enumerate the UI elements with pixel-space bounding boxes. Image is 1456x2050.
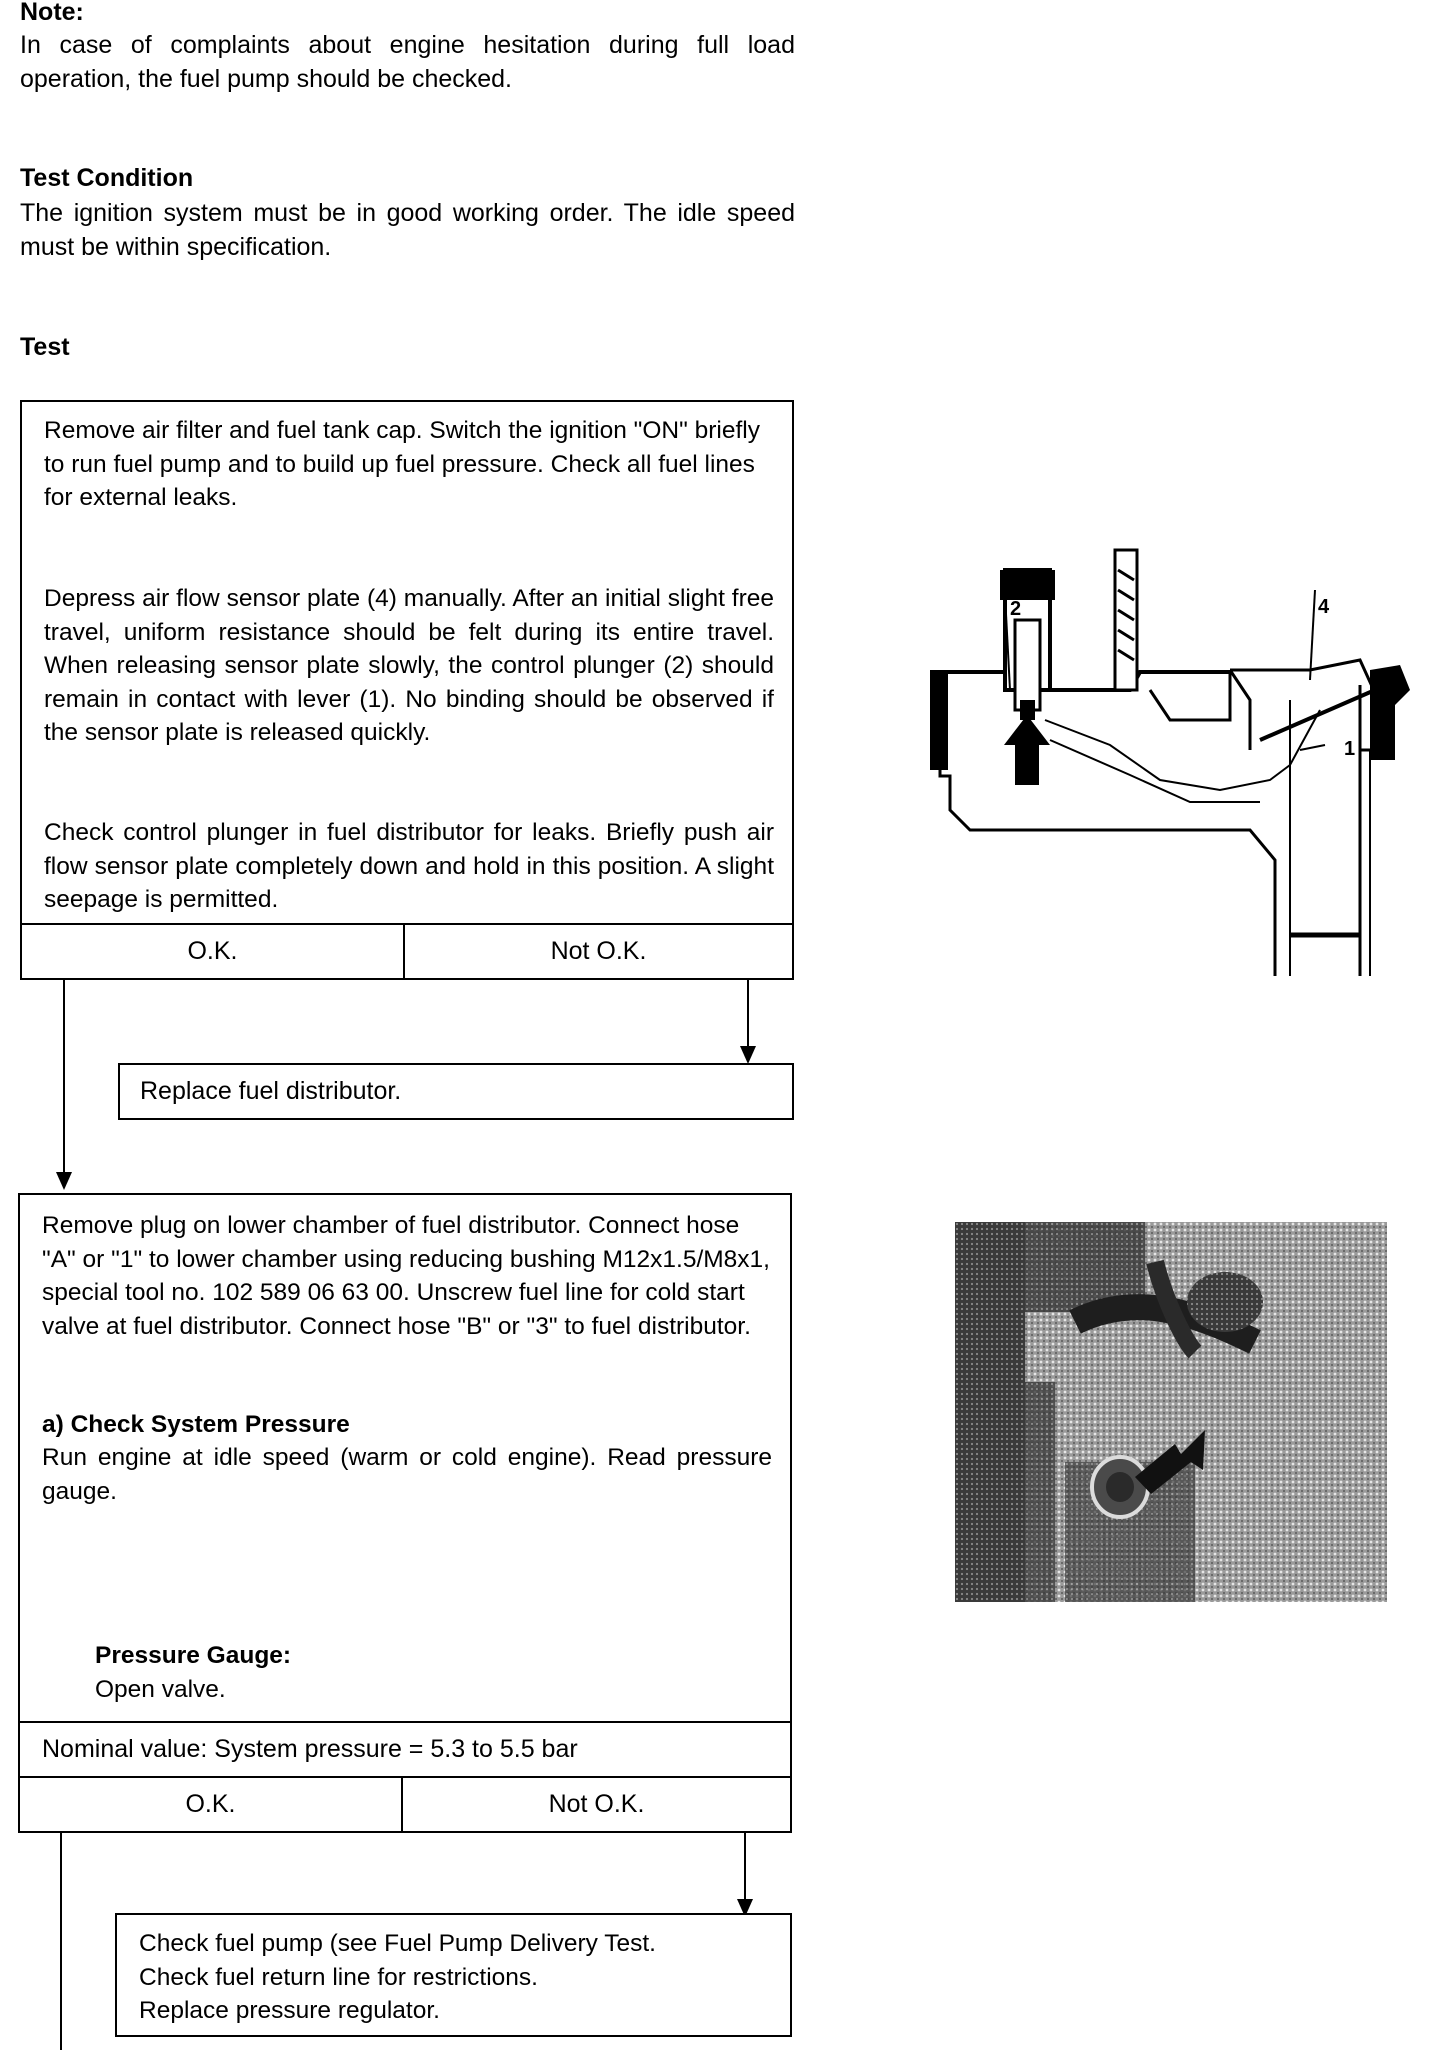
step2-not-ok-connector xyxy=(744,1833,746,1903)
step2-ok-cell: O.K. xyxy=(18,1776,403,1833)
replace-regulator-line-3: Replace pressure regulator. xyxy=(139,1997,440,2024)
replace-distributor-box xyxy=(118,1063,794,1120)
step1-text-3: Check control plunger in fuel distributor for leaks. Briefly push air flow sensor plate completely down and hold in this position. A slight seepage is permitted. xyxy=(44,819,774,913)
test-heading: Test xyxy=(20,333,70,361)
diagram-label-4: 4 xyxy=(1318,596,1330,618)
step1-text-2: Depress air flow sensor plate (4) manually. After an initial slight free travel, uniform resistance should be felt during its entire travel. When releasing sensor plate slowly, the control plunger (2) should remain in contact with lever (1). No binding should be observed if the sensor plate is released quickly. xyxy=(44,585,774,746)
diagram-label-2: 2 xyxy=(1010,598,1022,620)
check-return-line-line-2: Check fuel return line for restrictions. xyxy=(139,1963,538,1991)
note-heading: Note: xyxy=(20,0,84,26)
step1-ok-cell: O.K. xyxy=(20,923,405,980)
replace-distributor-text: Replace fuel distributor. xyxy=(140,1077,402,1105)
note-text: In case of complaints about engine hesitation during full load operation, the fuel pump should be checked. xyxy=(20,31,795,93)
step1-not-ok-arrow-icon xyxy=(740,1046,756,1064)
check-fuel-pump-line-1: Check fuel pump (see Fuel Pump Delivery Test. xyxy=(139,1930,656,1957)
step2-not-ok-cell: Not O.K. xyxy=(401,1776,792,1833)
diagram-label-1: 1 xyxy=(1344,738,1356,760)
step2-ok-connector xyxy=(60,1833,62,2050)
step1-not-ok-connector xyxy=(747,980,749,1050)
check-fuel-pump-box xyxy=(115,1913,792,2037)
step1-ok-connector xyxy=(63,980,65,1175)
step2-box xyxy=(18,1193,792,1723)
step1-not-ok-cell: Not O.K. xyxy=(403,923,794,980)
step1-text-1: Remove air filter and fuel tank cap. Switch the ignition "ON" briefly to run fuel pump and to build up fuel pressure. Check all fuel lines for external leaks. xyxy=(44,417,760,511)
test-condition-text: The ignition system must be in good working order. The idle speed must be within specification. xyxy=(20,199,795,261)
pressure-gauge-text: Open valve. xyxy=(95,1676,226,1703)
step2-subheading: a) Check System Pressure xyxy=(42,1411,350,1438)
step2-text-2: Run engine at idle speed (warm or cold engine). Read pressure gauge. xyxy=(42,1444,772,1505)
step1-ok-arrow-icon xyxy=(56,1172,72,1190)
pressure-gauge-heading: Pressure Gauge: xyxy=(95,1642,292,1669)
fuel-distributor-photo xyxy=(955,1222,1387,1602)
step2-text-1-l1: Remove plug on lower chamber of fuel distributor. Connect hose "A" or "1" to lower chamber using reducing bushing M12x1.5/M8x1, special tool no. 102 589 06 63 00. Unscrew fuel line for cold start valve at fuel distributor. Connect hose "B" or "3" to fuel distributor. xyxy=(42,1212,770,1340)
step1-box xyxy=(20,400,794,925)
nominal-value-cell: Nominal value: System pressure = 5.3 to 5.5 bar xyxy=(18,1721,792,1778)
test-condition-heading: Test Condition xyxy=(20,164,194,192)
